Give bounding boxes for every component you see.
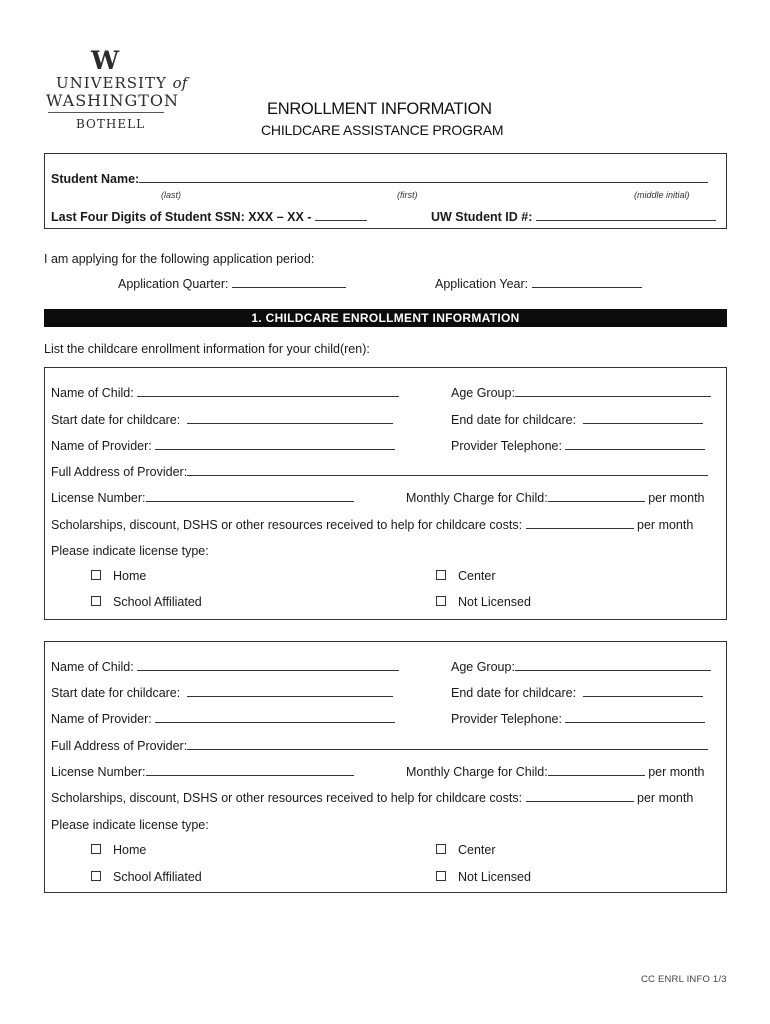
provider-phone-row	[451, 712, 705, 726]
checkbox-not-licensed[interactable]	[436, 871, 446, 881]
license-number-label: License Number:	[51, 765, 146, 779]
monthly-charge-row	[406, 491, 705, 505]
section-1-header: 1. CHILDCARE ENROLLMENT INFORMATION	[44, 309, 727, 327]
monthly-charge-field[interactable]	[548, 501, 645, 502]
option-school-label: School Affiliated	[113, 595, 202, 609]
page-footer-code: CC ENRL INFO 1/3	[641, 974, 727, 985]
logo-of-text: of	[172, 74, 188, 92]
scholarship-label: Scholarships, discount, DSHS or other resources received to help for childcare costs:	[51, 791, 523, 805]
age-group-row	[451, 386, 711, 400]
license-type-not-licensed[interactable]	[436, 595, 531, 609]
license-number-label: License Number:	[51, 491, 146, 505]
age-group-row	[451, 660, 711, 674]
monthly-charge-label: Monthly Charge for Child:	[406, 765, 548, 779]
scholarship-row	[51, 518, 693, 532]
provider-phone-field[interactable]	[565, 449, 705, 450]
logo-university-text: UNIVERSITY	[56, 74, 167, 92]
scholarship-field[interactable]	[526, 528, 634, 529]
monthly-charge-row	[406, 765, 705, 779]
provider-name-label: Name of Provider:	[51, 712, 152, 726]
checkbox-center[interactable]	[436, 570, 446, 580]
provider-phone-row	[451, 439, 705, 453]
per-month-text: per month	[637, 791, 694, 805]
monthly-charge-label: Monthly Charge for Child:	[406, 491, 548, 505]
child-name-label: Name of Child:	[51, 386, 134, 400]
provider-address-row	[51, 739, 708, 753]
student-id-label: UW Student ID #:	[431, 210, 533, 224]
provider-name-row	[51, 712, 395, 726]
per-month-text: per month	[648, 491, 705, 505]
age-group-label: Age Group:	[451, 660, 515, 674]
middle-initial-hint: (middle initial)	[634, 190, 690, 200]
age-group-field[interactable]	[515, 396, 711, 397]
end-date-label: End date for childcare:	[451, 413, 577, 427]
ssn-field[interactable]	[315, 220, 367, 221]
option-school-label: School Affiliated	[113, 870, 202, 884]
year-field[interactable]	[532, 287, 642, 288]
start-date-field[interactable]	[187, 423, 393, 424]
provider-address-label: Full Address of Provider:	[51, 739, 188, 753]
license-type-label: Please indicate license type:	[51, 818, 209, 832]
student-id-row	[431, 210, 716, 224]
end-date-field[interactable]	[583, 423, 703, 424]
provider-name-field[interactable]	[155, 722, 395, 723]
student-id-field[interactable]	[536, 220, 716, 221]
license-type-school[interactable]	[91, 870, 202, 884]
child-name-row	[51, 386, 399, 400]
quarter-label: Application Quarter:	[118, 277, 229, 291]
provider-address-label: Full Address of Provider:	[51, 465, 188, 479]
option-center-label: Center	[458, 569, 496, 583]
start-date-row	[51, 686, 393, 700]
logo-divider	[48, 112, 164, 113]
child-name-row	[51, 660, 399, 674]
provider-phone-label: Provider Telephone:	[451, 439, 562, 453]
uw-logo-washington: WASHINGTON	[46, 91, 180, 110]
monthly-charge-field[interactable]	[548, 775, 645, 776]
age-group-field[interactable]	[515, 670, 711, 671]
license-type-home[interactable]	[91, 569, 146, 583]
page-title: ENROLLMENT INFORMATION	[267, 100, 492, 118]
per-month-text: per month	[637, 518, 694, 532]
child-block-1	[44, 367, 727, 620]
page-subtitle: CHILDCARE ASSISTANCE PROGRAM	[261, 122, 504, 138]
license-type-center[interactable]	[436, 569, 496, 583]
license-number-field[interactable]	[146, 501, 354, 502]
uw-logo-mark: W	[91, 46, 120, 75]
end-date-row	[451, 413, 703, 427]
provider-phone-label: Provider Telephone:	[451, 712, 562, 726]
uw-logo-campus: BOTHELL	[76, 117, 146, 131]
child-name-label: Name of Child:	[51, 660, 134, 674]
start-date-label: Start date for childcare:	[51, 686, 181, 700]
student-name-field[interactable]	[139, 182, 708, 183]
license-type-center[interactable]	[436, 843, 496, 857]
age-group-label: Age Group:	[451, 386, 515, 400]
license-type-home[interactable]	[91, 843, 146, 857]
end-date-field[interactable]	[583, 696, 703, 697]
option-not-licensed-label: Not Licensed	[458, 870, 531, 884]
provider-name-label: Name of Provider:	[51, 439, 152, 453]
license-type-school[interactable]	[91, 595, 202, 609]
option-not-licensed-label: Not Licensed	[458, 595, 531, 609]
child-block-2	[44, 641, 727, 893]
start-date-label: Start date for childcare:	[51, 413, 181, 427]
checkbox-school-affiliated[interactable]	[91, 871, 101, 881]
license-number-field[interactable]	[146, 775, 354, 776]
checkbox-home[interactable]	[91, 844, 101, 854]
checkbox-center[interactable]	[436, 844, 446, 854]
provider-address-row	[51, 465, 708, 479]
checkbox-not-licensed[interactable]	[436, 596, 446, 606]
scholarship-field[interactable]	[526, 801, 634, 802]
option-home-label: Home	[113, 843, 147, 857]
license-type-label: Please indicate license type:	[51, 544, 209, 558]
year-row	[435, 277, 642, 291]
provider-address-field[interactable]	[187, 749, 708, 750]
start-date-row	[51, 413, 393, 427]
end-date-label: End date for childcare:	[451, 686, 577, 700]
student-name-label: Student Name:	[51, 172, 140, 186]
section-1-intro: List the childcare enrollment information for your child(ren):	[44, 342, 370, 356]
end-date-row	[451, 686, 703, 700]
start-date-field[interactable]	[187, 696, 393, 697]
per-month-text: per month	[648, 765, 705, 779]
uw-logo-university	[56, 74, 187, 92]
student-name-row	[51, 172, 708, 186]
checkbox-school-affiliated[interactable]	[91, 596, 101, 606]
option-home-label: Home	[113, 569, 147, 583]
provider-address-field[interactable]	[187, 475, 708, 476]
quarter-row	[118, 277, 346, 291]
child-name-field[interactable]	[137, 396, 399, 397]
ssn-label: Last Four Digits of Student SSN: XXX – XX -	[51, 210, 312, 224]
provider-name-field[interactable]	[155, 449, 395, 450]
license-number-row	[51, 765, 354, 779]
quarter-field[interactable]	[232, 287, 346, 288]
ssn-row	[51, 210, 367, 224]
period-intro: I am applying for the following application period:	[44, 252, 315, 266]
year-label: Application Year:	[435, 277, 529, 291]
child-name-field[interactable]	[137, 670, 399, 671]
last-name-hint: (last)	[161, 190, 181, 200]
option-center-label: Center	[458, 843, 496, 857]
checkbox-home[interactable]	[91, 570, 101, 580]
first-name-hint: (first)	[397, 190, 418, 200]
scholarship-label: Scholarships, discount, DSHS or other resources received to help for childcare costs:	[51, 518, 523, 532]
license-type-not-licensed[interactable]	[436, 870, 531, 884]
provider-phone-field[interactable]	[565, 722, 705, 723]
license-number-row	[51, 491, 354, 505]
provider-name-row	[51, 439, 395, 453]
scholarship-row	[51, 791, 693, 805]
student-info-box	[44, 153, 727, 229]
